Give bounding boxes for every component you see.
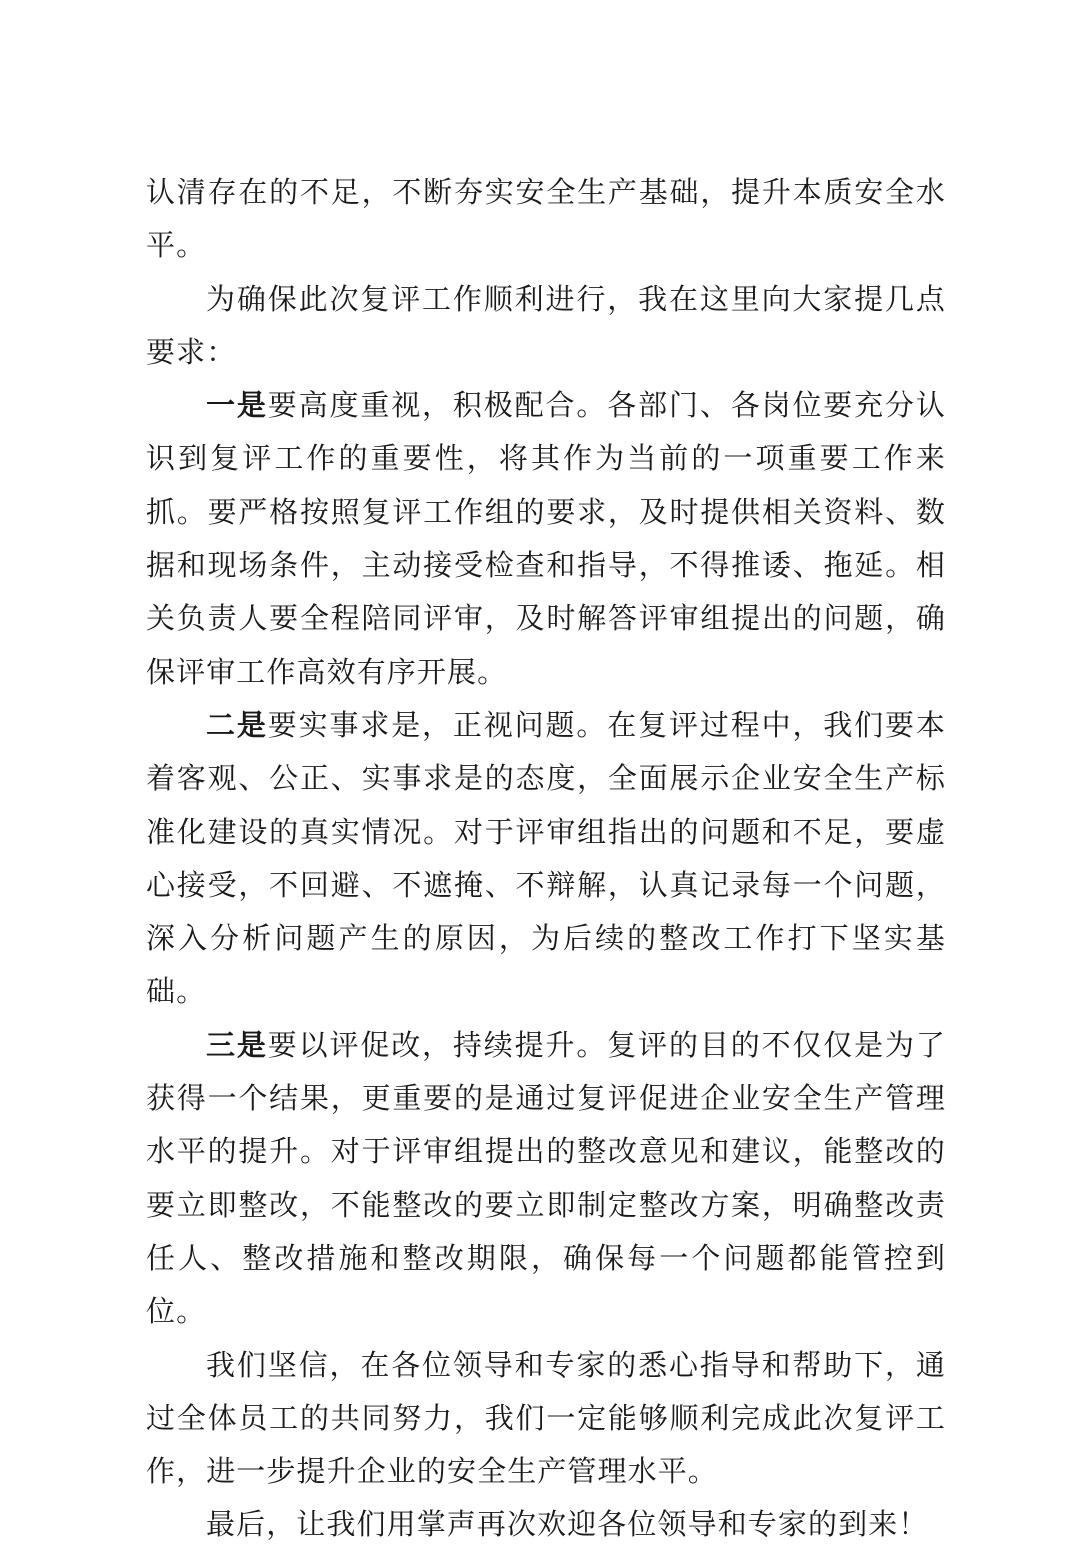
paragraph-point-two [146, 699, 946, 1019]
document-page [146, 166, 946, 1552]
paragraph-continuation [146, 166, 946, 273]
point-one-lead: 一是 [206, 388, 268, 423]
paragraph-closing [146, 1498, 946, 1551]
paragraph-text: 为确保此次复评工作顺利进行，我在这里向大家提几点要求： [146, 281, 946, 369]
paragraph-text: 认清存在的不足，不断夯实安全生产基础，提升本质安全水平。 [146, 175, 946, 263]
paragraph-requirements-intro [146, 273, 946, 380]
paragraph-point-one [146, 379, 946, 699]
paragraph-text: 我们坚信，在各位领导和专家的悉心指导和帮助下，通过全体员工的共同努力，我们一定能够顺利完成此次复评工作，进一步提升企业的安全生产管理水平。 [146, 1347, 946, 1489]
paragraph-text: 要实事求是，正视问题。在复评过程中，我们要本着客观、公正、实事求是的态度，全面展示企业安全生产标准化建设的真实情况。对于评审组指出的问题和不足，要虚心接受，不回避、不遮掩、不辩解，认真记录每一个问题，深入分析问题产生的原因，为后续的整改工作打下坚实基础。 [146, 707, 946, 1009]
point-two-lead: 二是 [206, 707, 268, 742]
point-three-lead: 三是 [206, 1027, 268, 1062]
paragraph-point-three [146, 1019, 946, 1339]
paragraph-text: 最后，让我们用掌声再次欢迎各位领导和专家的到来！ [206, 1507, 929, 1542]
paragraph-confidence [146, 1339, 946, 1499]
paragraph-text: 要高度重视，积极配合。各部门、各岗位要充分认识到复评工作的重要性，将其作为当前的一项重要工作来抓。要严格按照复评工作组的要求，及时提供相关资料、数据和现场条件，主动接受检查和指导，不得推诿、拖延。相关负责人要全程陪同评审，及时解答评审组提出的问题，确保评审工作高效有序开展。 [146, 388, 946, 689]
paragraph-text: 要以评促改，持续提升。复评的目的不仅仅是为了获得一个结果，更重要的是通过复评促进企业安全生产管理水平的提升。对于评审组提出的整改意见和建议，能整改的要立即整改，不能整改的要立即制定整改方案，明确整改责任人、整改措施和整改期限，确保每一个问题都能管控到位。 [146, 1027, 946, 1329]
